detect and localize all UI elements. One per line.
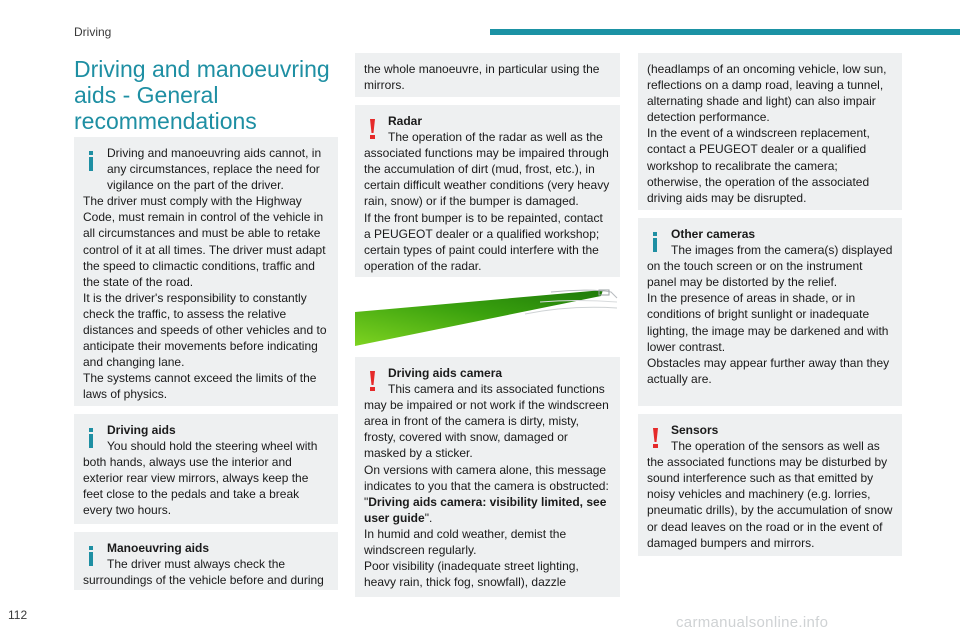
section-label: Driving <box>74 25 112 39</box>
info-icon <box>89 428 93 448</box>
driving-aids-box <box>74 414 338 524</box>
page-number: 112 <box>8 608 28 622</box>
driving-aids-title: Driving aids <box>107 423 176 437</box>
other-cameras-paragraph-2: In the presence of areas in shade, or in conditions of bright sunlight or inadequate lighting, the image may be darkened and with lower contrast. <box>647 291 889 354</box>
general-paragraph: The driver must comply with the Highway Code, must remain in control of the vehicle in all circumstances and must be able to retake control of it at all times. The driver must adapt the speed to climactic conditions, traffic and the state of the road. <box>83 194 326 289</box>
general-paragraph: The systems cannot exceed the limits of the laws of physics. <box>83 371 317 402</box>
warning-icon <box>370 119 375 139</box>
header-accent-bar <box>490 29 960 35</box>
watermark: carmanualsonline.info <box>676 614 829 631</box>
manoeuvring-aids-text <box>83 556 329 588</box>
windscreen-illustration-svg <box>355 284 620 346</box>
page-title: Driving and manoeuvring aids - General recommendations <box>74 56 330 134</box>
manoeuvring-aids-box <box>74 532 338 590</box>
camera-paragraph-4: Poor visibility (inadequate street lighting, heavy rain, thick fog, snowfall), dazzle <box>364 559 579 590</box>
radar-paragraph-1: The operation of the radar as well as the associated functions may be impaired through the accumulation of dirt (mud, frost, etc.), in certain difficult weather conditions (very heavy rain, snow) or if the bumper is damaged. <box>364 130 610 209</box>
sensors-text: The operation of the sensors as well as the associated functions may be disturbed by sound interference such as that emitted by noisy vehicles and machinery (e.g. lorries, pneumatic drills), by the accumulation of snow or dead leaves on the road or in the event of damaged bumpers and mirrors. <box>647 439 893 550</box>
manoeuvring-aids-text-body: The driver must always check the surroundings of the vehicle before and during <box>83 557 324 588</box>
windscreen-camera-illustration <box>355 284 620 346</box>
other-cameras-paragraph-3: Obstacles may appear further away than they actually are. <box>647 355 890 386</box>
warning-icon <box>653 428 658 448</box>
other-cameras-paragraph-1: The images from the camera(s) displayed on the touch screen or on the instrument panel may be distorted by the relief. <box>647 243 893 290</box>
camera-paragraph-2 <box>364 462 611 526</box>
radar-paragraph-2: If the front bumper is to be repainted, contact a PEUGEOT dealer or a qualified workshop; certain types of paint could interfere with the operation of the radar. <box>364 210 603 273</box>
driving-aids-text <box>83 438 329 518</box>
camera-message-end: ". <box>424 510 433 525</box>
general-paragraph: It is the driver's responsibility to constantly check the traffic, to assess the relative distances and speeds of other vehicles and to anticipate their movements before indicating and changing lane. <box>83 290 327 370</box>
radar-title: Radar <box>388 114 423 128</box>
other-cameras-box <box>638 218 902 406</box>
camera-warning-box <box>355 357 620 597</box>
manoeuvring-aids-title: Manoeuvring aids <box>107 541 210 555</box>
general-intro: Driving and manoeuvring aids cannot, in any circumstances, replace the need for vigilance on the part of the driver. <box>107 146 322 193</box>
camera-paragraph-1: This camera and its associated functions may be impaired or not work if the windscreen area in front of the camera is dirty, misty, frosty, covered with snow, damaged or masked by a sticker. <box>364 382 609 461</box>
radar-paragraph <box>364 129 611 209</box>
other-cameras-paragraph <box>647 242 893 290</box>
camera-continued-text: (headlamps of an oncoming vehicle, low sun, reflections on a damp road, leaving a tunnel, alternating shade and light) can also impair detection performance. <box>647 62 887 125</box>
general-info-box <box>74 137 338 406</box>
camera-paragraph <box>364 381 611 461</box>
driving-aids-text-body: You should hold the steering wheel with both hands, always use the interior and exterior rear view mirrors, always keep the feet close to the pedals and take a break every two hours. <box>83 439 318 518</box>
camera-message-intro: On versions with camera alone, this message indicates to you that the camera is obstructed: " <box>364 462 609 509</box>
camera-title: Driving aids camera <box>388 366 503 380</box>
other-cameras-title: Other cameras <box>671 227 756 241</box>
warning-icon <box>370 371 375 391</box>
camera-message-quote: Driving aids camera: visibility limited, see user guide <box>364 494 607 525</box>
info-icon <box>653 232 657 252</box>
sensors-warning-box <box>638 414 902 556</box>
info-icon <box>89 151 93 171</box>
radar-warning-box <box>355 105 620 277</box>
manoeuvring-aids-continued-text: the whole manoeuvre, in particular using the mirrors. <box>364 62 600 93</box>
manoeuvring-aids-box-continued <box>355 53 620 97</box>
camera-paragraph-3: In humid and cold weather, demist the windscreen regularly. <box>364 526 567 558</box>
camera-warning-box-continued <box>638 53 902 210</box>
camera-paragraph-5: In the event of a windscreen replacement, contact a PEUGEOT dealer or a qualified workshop to recalibrate the camera; otherwise, the operation of the associated driving aids may be disrupted. <box>647 126 870 205</box>
sensors-title: Sensors <box>671 423 719 437</box>
sensors-paragraph <box>647 438 893 551</box>
info-icon <box>89 546 93 566</box>
